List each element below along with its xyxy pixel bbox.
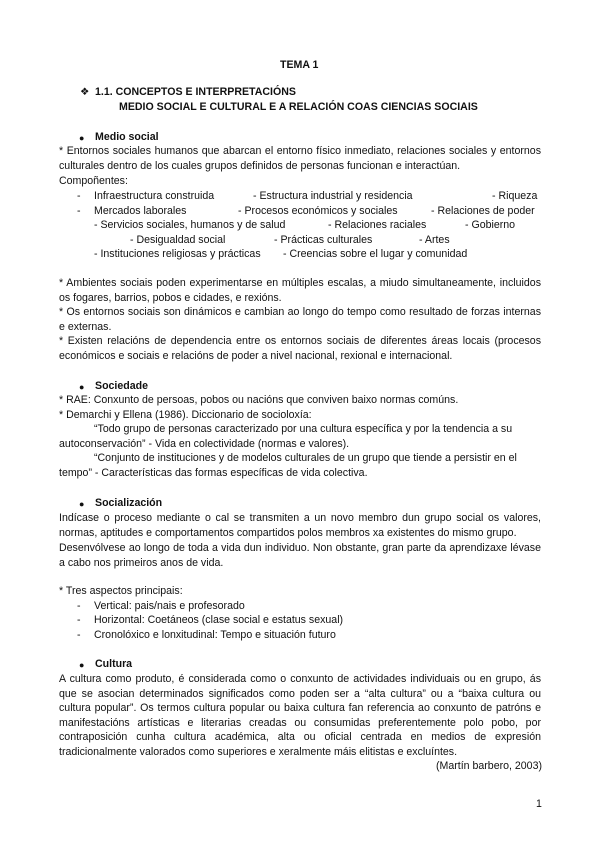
list-dash: - <box>77 190 81 202</box>
bullet-dot-icon: ● <box>79 133 85 143</box>
socializacion-paragraph: Indícase o proceso mediante o cal se transmiten a un novo membro dun grupo social os valores, normas, aptitudes e comportamentos compartidos polos membros xa existentes do mismo grupo. <box>59 512 541 539</box>
list-dash: - <box>77 600 81 612</box>
section-subheading: MEDIO SOCIAL E CULTURAL E A RELACIÓN COAS CIENCIAS SOCIAIS <box>119 101 478 113</box>
aspect-item: Cronolóxico e lonxitudinal: Tempo e situación futuro <box>94 629 336 641</box>
bullet-dot-icon: ● <box>79 382 85 392</box>
bullet-dot-icon: ● <box>79 660 85 670</box>
list-dash: - <box>77 614 81 626</box>
medio-social-paragraph: * Os entornos sociais son dinámicos e cambian ao longo do tempo como resultado de forzas internas e externas. <box>59 306 541 333</box>
sociedade-quote: “Todo grupo de personas caracterizado por una cultura específica y por la tendencia a su <box>94 423 513 435</box>
component-item: - Gobierno <box>465 219 516 231</box>
medio-social-paragraph: * Ambientes sociais poden experimentarse en múltiples escalas, a miudo simultaneamente, incluidos os fogares, barrios, pobos e cidades, e rexións. <box>59 277 541 304</box>
component-item: - Estructura industrial y residencia <box>253 190 413 202</box>
sociedade-demarchi: * Demarchi y Ellena (1986). Diccionario de socioloxía: <box>59 409 312 421</box>
list-dash: - <box>77 205 81 217</box>
sociedade-heading: Sociedade <box>95 380 148 392</box>
cultura-citation: (Martín barbero, 2003) <box>436 760 542 772</box>
component-item: - Instituciones religiosas y prácticas <box>94 248 261 260</box>
list-dash: - <box>77 629 81 641</box>
component-item: Infraestructura construida <box>94 190 215 202</box>
cultura-heading: Cultura <box>95 658 133 670</box>
components-label: Compoñentes: <box>59 175 128 187</box>
medio-social-paragraph: * Existen relacións de dependencia entre os entornos sociais de diferentes áreas locais (procesos económicos e sociais e relacións de poder a nivel nacional, rexional e internacional. <box>59 335 541 362</box>
page-title: TEMA 1 <box>280 59 319 71</box>
cultura-paragraph: A cultura como produto, é considerada como o conxunto de actividades individuais ou en grupo, ás que se asocian determinados significados como poden ser a “alta cultura” ou a “baixa cultura ou cultura popular”. Os termos cultura popular ou baixa cultura fan referencia ao conxunto de patróns e manifestacións artísticas e literarias creadas ou consumidas preferentemente polo pobo, por contraposición cunha cultura académica, alta ou oficial centrada en medios de expresión tradicionalmente valorados como superiores e xeralmente máis elitistas e excluíntes. <box>59 673 541 758</box>
component-item: - Riqueza <box>492 190 538 202</box>
sociedade-quote: autoconservación” - Vida en colectividade (normas e valores). <box>59 438 350 450</box>
aspect-item: Vertical: pais/nais e profesorado <box>94 600 245 612</box>
component-item: - Desigualdad social <box>130 234 226 246</box>
component-item: Mercados laborales <box>94 205 187 217</box>
socializacion-paragraph: Desenvólvese ao longo de toda a vida dun individuo. Non obstante, gran parte da aprendizaxe lévase a cabo nos primeiros anos de vida. <box>59 542 541 569</box>
aspect-item: Horizontal: Coetáneos (clase social e estatus sexual) <box>94 614 344 626</box>
component-item: - Creencias sobre el lugar y comunidad <box>283 248 468 260</box>
component-item: - Prácticas culturales <box>274 234 373 246</box>
medio-social-intro: * Entornos sociales humanos que abarcan el entorno físico inmediato, relaciones sociales y entornos culturales dentro de los cuales grupos definidos de personas funcionan e interactúan. <box>59 145 541 172</box>
page-number: 1 <box>536 798 542 810</box>
section-bullet-icon: ❖ <box>80 86 90 98</box>
component-item: - Relaciones de poder <box>431 205 535 217</box>
sociedade-quote: tempo” - Características das formas específicas de vida colectiva. <box>59 467 368 479</box>
medio-social-heading: Medio social <box>95 131 159 143</box>
bullet-dot-icon: ● <box>79 499 85 509</box>
component-item: - Relaciones raciales <box>328 219 427 231</box>
section-heading: 1.1. CONCEPTOS E INTERPRETACIÓNS <box>95 86 296 98</box>
socializacion-heading: Socialización <box>95 497 163 509</box>
sociedade-quote: “Conjunto de instituciones y de modelos culturales de un grupo que tiende a persistir en el <box>94 452 517 464</box>
aspects-label: * Tres aspectos principais: <box>59 585 183 597</box>
component-item: - Procesos económicos y sociales <box>238 205 398 217</box>
component-item: - Servicios sociales, humanos y de salud <box>94 219 286 231</box>
sociedade-rae: * RAE: Conxunto de persoas, pobos ou nacións que conviven baixo normas comúns. <box>59 394 459 406</box>
component-item: - Artes <box>419 234 450 246</box>
